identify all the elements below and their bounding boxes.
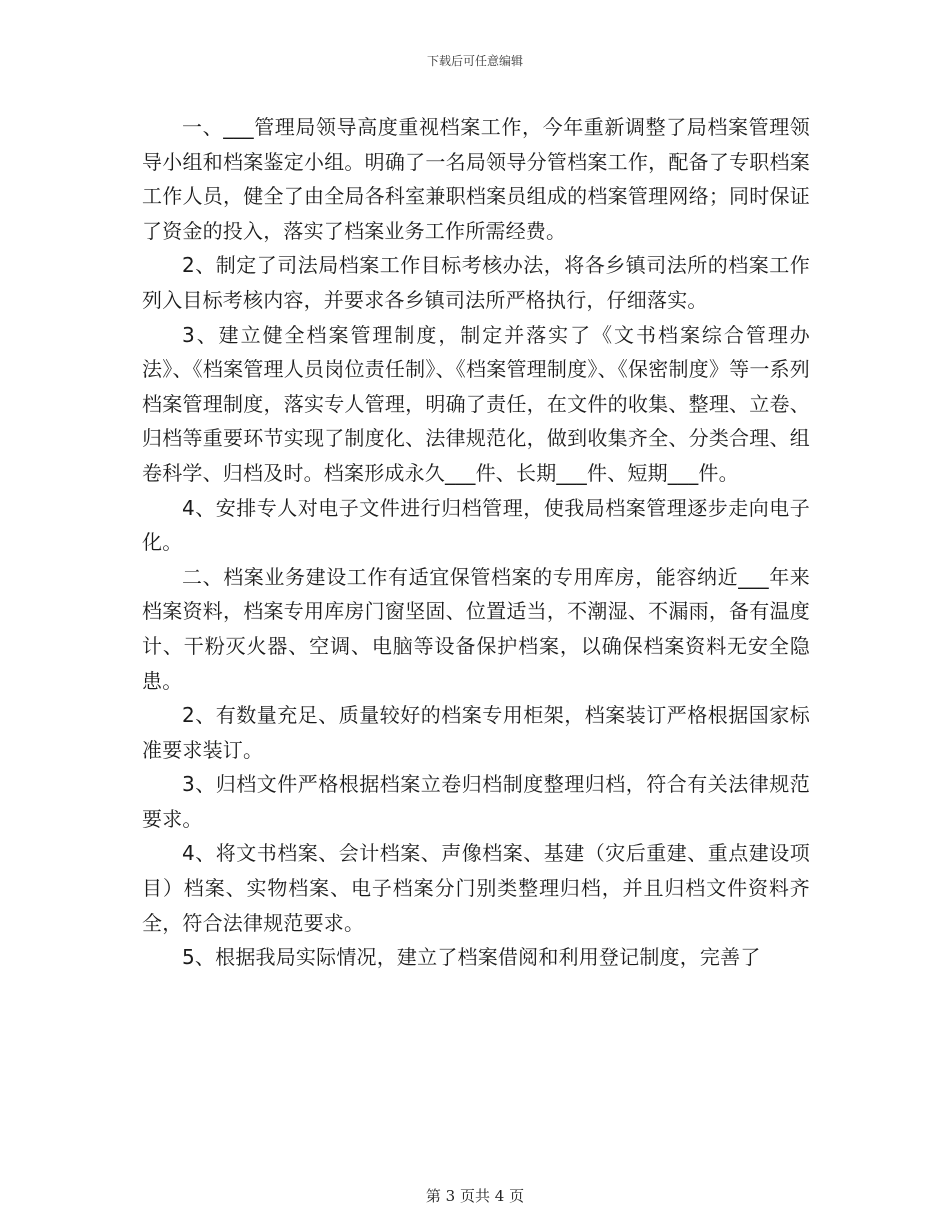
paragraph-4: 4、安排专人对电子文件进行归档管理，使我局档案管理逐步走向电子化。	[142, 495, 810, 555]
paragraph-5: 二、档案业务建设工作有适宜保管档案的专用库房，能容纳近___年来档案资料，档案专用库房门窗坚固、位置适当，不潮湿、不漏雨，备有温度计、干粉灭火器、空调、电脑等设备保护档案，以确保档案资料无安全隐患。	[142, 564, 810, 693]
page-header: 下载后可任意编辑	[426, 54, 523, 68]
paragraph-9: 5、根据我局实际情况，建立了档案借阅和利用登记制度，完善了	[182, 945, 761, 970]
paragraph-1: 一、___管理局领导高度重视档案工作，今年重新调整了局档案管理领导小组和档案鉴定小组。明确了一名局领导分管档案工作，配备了专职档案工作人员，健全了由全局各科室兼职档案员组成的档案管理网络；同时保证了资金的投入，落实了档案业务工作所需经费。	[142, 115, 810, 243]
paragraph-8: 4、将文书档案、会计档案、声像档案、基建（灾后重建、重点建设项目）档案、实物档案、电子档案分门别类整理归档，并且归档文件资料齐全，符合法律规范要求。	[142, 841, 810, 935]
paragraph-3: 3、建立健全档案管理制度，制定并落实了《文书档案综合管理办法》、《档案管理人员岗位责任制》、《档案管理制度》、《保密制度》等一系列档案管理制度，落实专人管理，明确了责任，在文件的收集、整理、立卷、归档等重要环节实现了制度化、法律规范化，做到收集齐全、分类合理、组卷科学、归档及时。档案形成永久___件、长期___件、短期___件。	[142, 322, 810, 485]
paragraph-2: 2、制定了司法局档案工作目标考核办法，将各乡镇司法所的档案工作列入目标考核内容，并要求各乡镇司法所严格执行，仔细落实。	[142, 253, 810, 312]
paragraph-7: 3、归档文件严格根据档案立卷归档制度整理归档，符合有关法律规范要求。	[142, 772, 810, 831]
paragraph-6: 2、有数量充足、质量较好的档案专用柜架，档案装订严格根据国家标准要求装订。	[142, 703, 810, 762]
page-footer: 第 3 页共 4 页	[425, 1187, 525, 1205]
document-body	[142, 110, 810, 975]
